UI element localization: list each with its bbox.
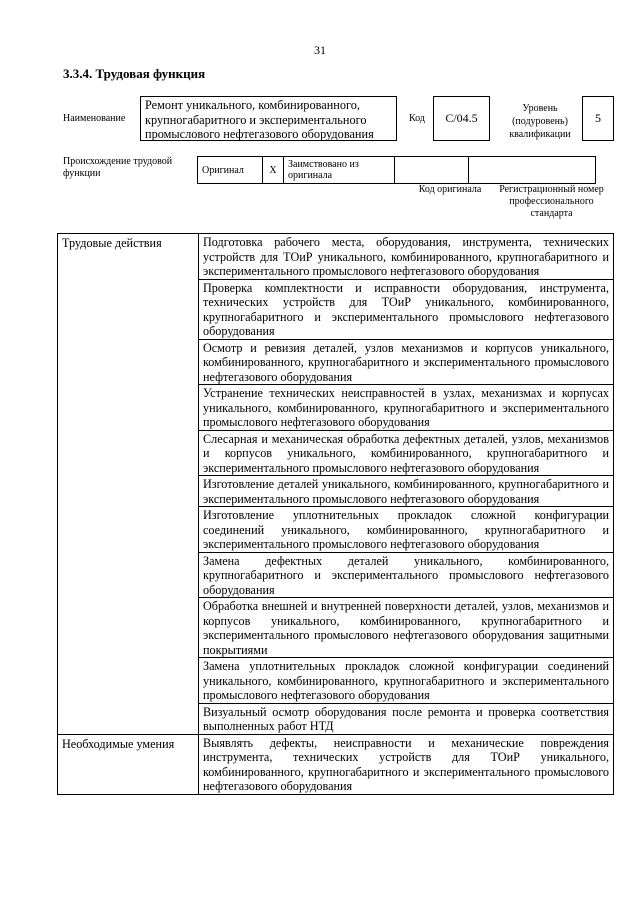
labor-action-item: Слесарная и механическая обработка дефектных деталей, узлов, механизмов и корпусов уникального, комбинированного, крупногабаритного и экспериментального промыслового нефтегазового оборудования <box>199 430 614 476</box>
labor-action-item: Изготовление уплотнительных прокладок сложной конфигурации соединений уникального, комбинированного, крупногабаритного и экспериментального промыслового нефтегазового оборудования <box>199 507 614 553</box>
code-label: Код <box>409 113 425 124</box>
qualification-level-value: 5 <box>582 96 614 141</box>
labor-action-item: Устранение технических неисправностей в узлах, механизмах и корпусах уникального, комбинированного, крупногабаритного и экспериментального промыслового нефтегазового оборудования <box>199 385 614 431</box>
labor-action-item: Изготовление деталей уникального, комбинированного, крупногабаритного и экспериментального промыслового нефтегазового оборудования <box>199 476 614 507</box>
name-label: Наименование <box>63 113 126 124</box>
labor-action-label: Трудовые действия <box>58 234 199 735</box>
origin-label: Происхождение трудовой функции <box>63 156 173 179</box>
labor-action-item: Визуальный осмотр оборудования после ремонта и проверка соответствия выполненных работ НТД <box>199 703 614 734</box>
labor-action-item: Замена уплотнительных прокладок сложной конфигурации соединений уникального, комбинированного, крупногабаритного и экспериментального промыслового нефтегазового оборудования <box>199 658 614 704</box>
function-details-table <box>57 233 614 795</box>
reg-number-cell <box>469 157 596 184</box>
labor-action-item: Подготовка рабочего места, оборудования, инструмента, технических устройств для ТОиР уникального, комбинированного, крупногабаритного и экспериментального промыслового нефтегазового оборудования <box>199 234 614 280</box>
labor-action-item: Замена дефектных деталей уникального, комбинированного, крупногабаритного и экспериментального промыслового нефтегазового оборудования <box>199 552 614 598</box>
section-title: 3.3.4. Трудовая функция <box>63 66 206 81</box>
original-mark: X <box>263 157 284 184</box>
reg-number-caption: Регистрационный номер профессионального стандарта <box>499 184 604 219</box>
borrowed-label: Заимствовано из оригинала <box>284 157 395 184</box>
qualification-level-label: Уровень (подуровень) квалификации <box>509 103 571 140</box>
table-row <box>58 234 614 280</box>
original-code-cell <box>395 157 469 184</box>
required-skill-label: Необходимые умения <box>58 734 199 794</box>
original-code-caption: Код оригинала <box>418 184 482 195</box>
page-number: 31 <box>314 43 326 57</box>
original-label: Оригинал <box>198 157 263 184</box>
table-row <box>58 734 614 794</box>
origin-table <box>197 156 596 184</box>
labor-action-item: Обработка внешней и внутренней поверхности деталей, узлов, механизмов и корпусов уникального, комбинированного, крупногабаритного и экспериментального промыслового нефтегазового оборудования защитными покрытиями <box>199 598 614 658</box>
function-code-value: C/04.5 <box>433 96 490 141</box>
required-skill-item: Выявлять дефекты, неисправности и механические повреждения инструмента, технических устройств для ТОиР уникального, комбинированного, крупногабаритного и экспериментального промыслового нефтегазового оборудования <box>199 734 614 794</box>
labor-action-item: Проверка комплектности и исправности оборудования, инструмента, технических устройств для ТОиР уникального, комбинированного, крупногабаритного и экспериментального промыслового нефтегазового оборудования <box>199 279 614 339</box>
function-name-value: Ремонт уникального, комбинированного, крупногабаритного и экспериментального промыслового нефтегазового оборудования <box>140 96 397 141</box>
labor-action-item: Осмотр и ревизия деталей, узлов механизмов и корпусов уникального, комбинированного, крупногабаритного и экспериментального промыслового нефтегазового оборудования <box>199 339 614 385</box>
